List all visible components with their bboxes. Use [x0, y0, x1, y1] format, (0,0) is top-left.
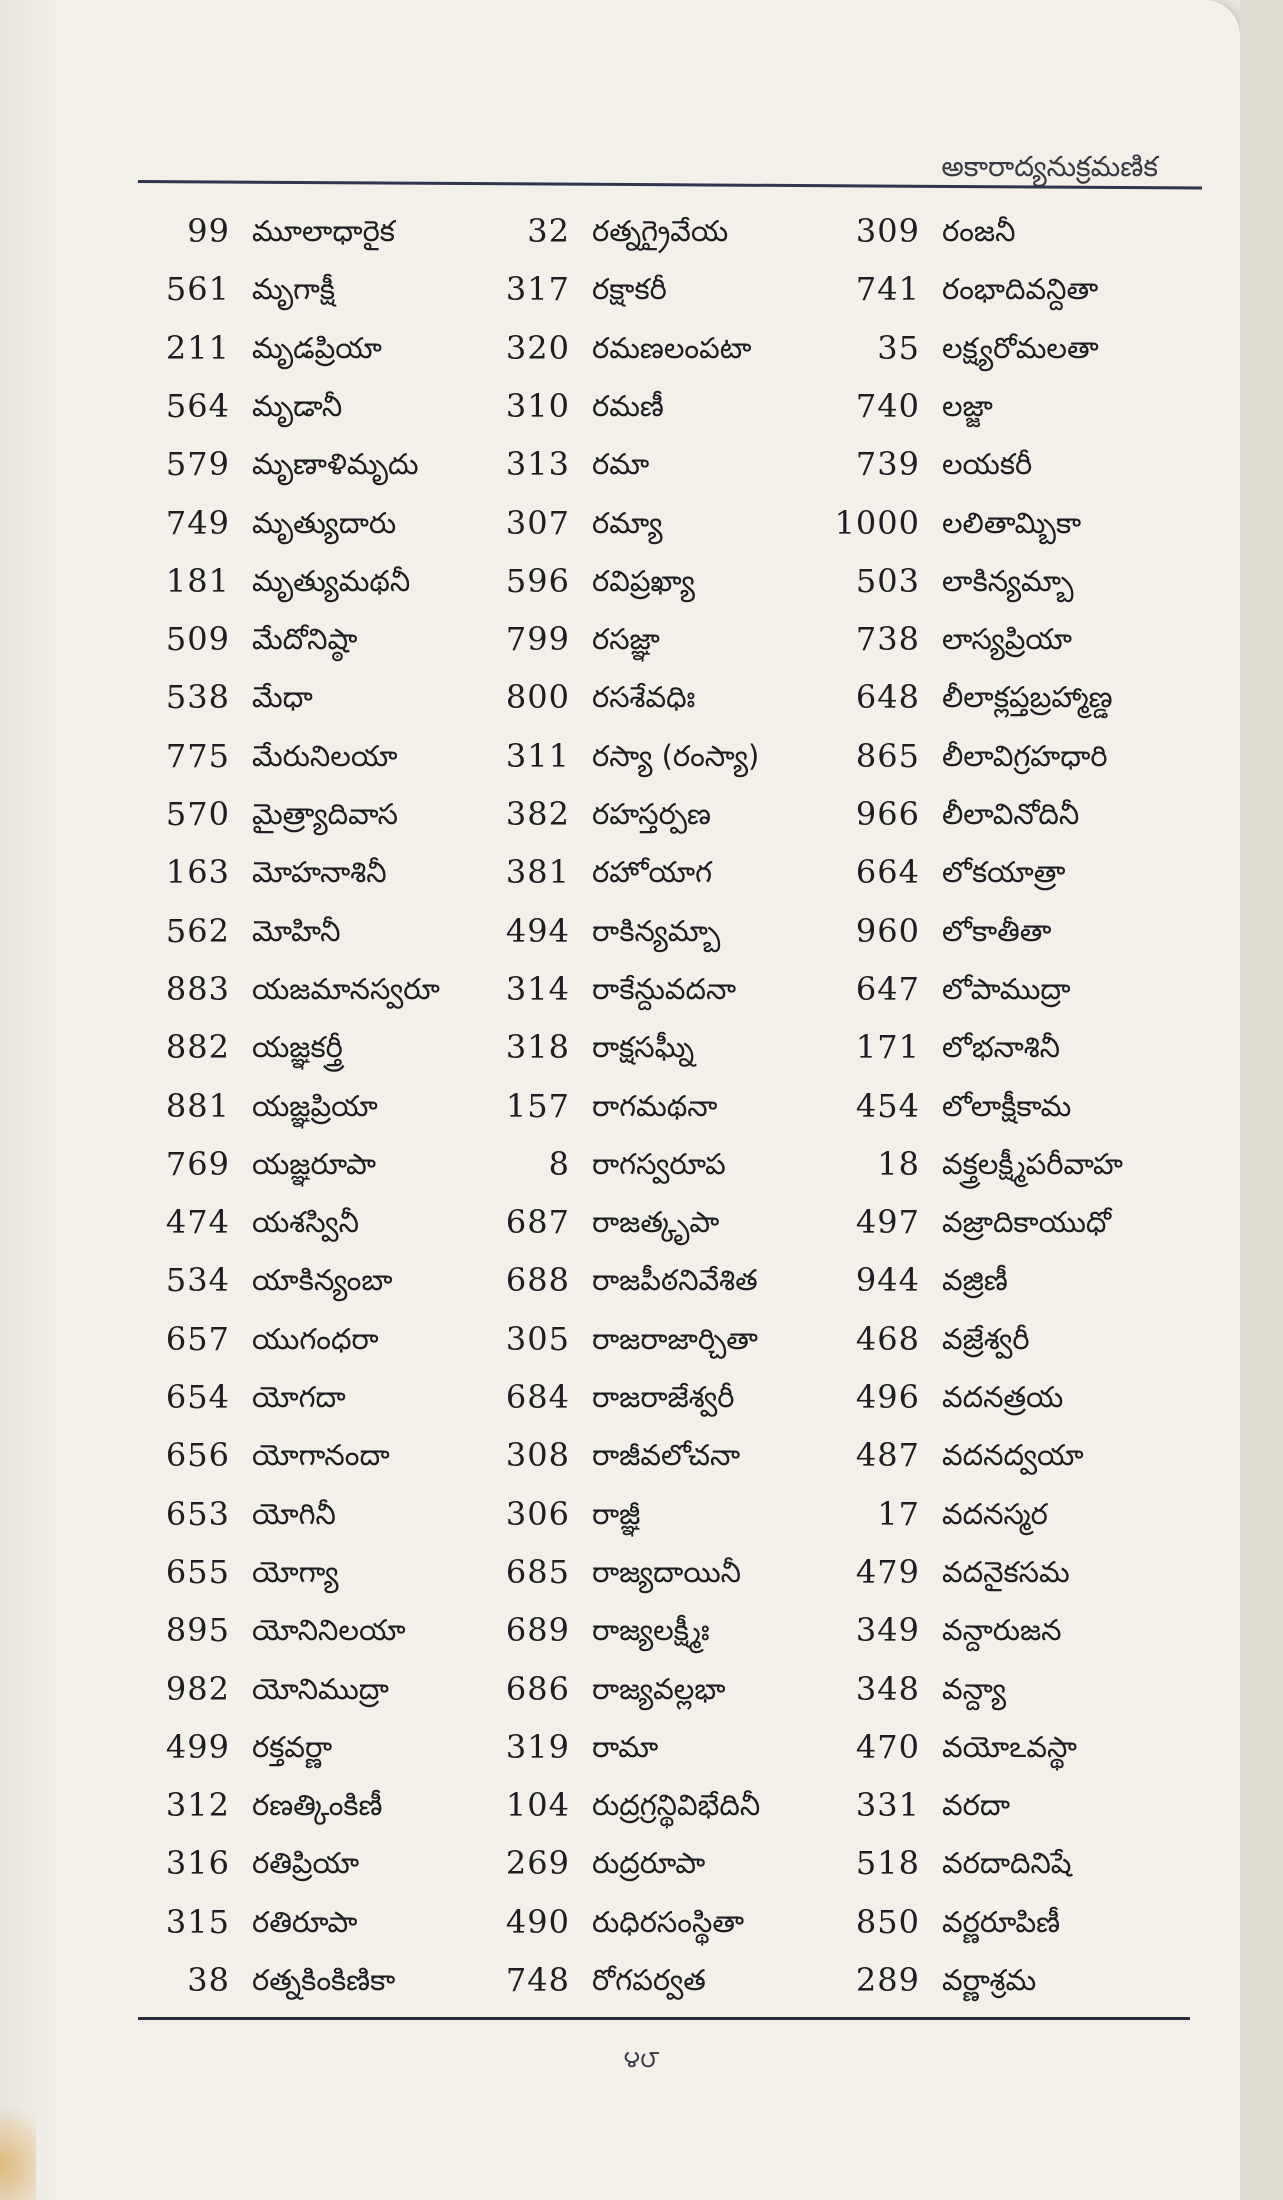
index-entry	[140, 1604, 510, 1656]
entry-name: రహస్తర్పణ	[592, 797, 711, 831]
entry-number: 289	[855, 1961, 920, 1999]
entry-number: 799	[505, 620, 570, 659]
index-entry	[480, 497, 850, 549]
entry-name: లోపాముద్రా	[942, 971, 1071, 1006]
entry-name: యుగంధరా	[252, 1321, 379, 1356]
index-entry	[830, 1429, 1200, 1481]
entry-name: రాజరాజార్చితా	[592, 1321, 758, 1356]
entry-name: యాకిన్యంబా	[252, 1263, 393, 1298]
entry-number: 850	[855, 1902, 920, 1941]
entry-name: రాక్షసఘ్నీ	[592, 1030, 695, 1065]
entry-number: 684	[505, 1378, 570, 1416]
entry-name: రంజనీ	[942, 214, 1016, 248]
entry-number: 487	[855, 1436, 920, 1475]
index-entry	[140, 671, 510, 723]
index-entry	[140, 497, 510, 549]
index-entry	[830, 730, 1200, 782]
index-entry	[140, 1954, 510, 2006]
index-entry	[480, 205, 850, 257]
index-entry	[140, 205, 510, 257]
entry-number: 8	[548, 1144, 570, 1183]
entry-name: రాజరాజేశ్వరీ	[592, 1380, 735, 1414]
entry-number: 331	[855, 1786, 920, 1825]
page-edge	[1240, 0, 1283, 2200]
entry-number: 882	[165, 1028, 230, 1067]
entry-number: 99	[187, 212, 230, 250]
index-entry	[830, 671, 1200, 723]
index-entry	[140, 1196, 510, 1248]
index-entry	[140, 730, 510, 782]
entry-number: 561	[165, 270, 230, 309]
index-entry	[830, 263, 1200, 315]
entry-name: రాజత్కృపా	[592, 1205, 720, 1240]
index-entry	[830, 322, 1200, 374]
entry-number: 944	[855, 1261, 920, 1300]
index-entry	[140, 1138, 510, 1190]
entry-number: 503	[855, 561, 920, 600]
entry-name: రాజ్యలక్ష్మీః	[592, 1613, 710, 1648]
index-entry	[140, 905, 510, 957]
index-entry	[830, 1604, 1200, 1656]
entry-name: వన్దారుజన	[942, 1613, 1062, 1648]
entry-name: లీలావిగ్రహధారి	[942, 738, 1108, 773]
entry-name: రాజ్ఞీ	[592, 1496, 641, 1531]
entry-number: 316	[165, 1844, 230, 1883]
entry-number: 664	[855, 853, 920, 892]
index-entry	[480, 671, 850, 723]
entry-number: 748	[505, 1961, 570, 1999]
entry-name: రుద్రరూపా	[592, 1846, 706, 1881]
entry-number: 171	[855, 1028, 920, 1067]
index-entry	[830, 1663, 1200, 1715]
entry-name: రాగమథనా	[592, 1088, 718, 1123]
entry-number: 315	[165, 1902, 230, 1941]
index-entry	[140, 1254, 510, 1306]
entry-number: 647	[855, 969, 920, 1008]
entry-number: 966	[855, 795, 920, 833]
entry-number: 470	[855, 1727, 920, 1766]
index-entry	[480, 1371, 850, 1423]
index-entry	[480, 1663, 850, 1715]
entry-name: రస్యా (రంస్యా)	[592, 738, 760, 773]
index-entry	[830, 1021, 1200, 1073]
index-entry	[140, 1837, 510, 1889]
index-entry	[140, 1080, 510, 1132]
entry-number: 982	[165, 1669, 230, 1708]
entry-name: రాజ్యదాయినీ	[592, 1554, 741, 1589]
entry-name: రుధిరసంస్థితా	[592, 1904, 745, 1939]
entry-number: 490	[505, 1902, 570, 1941]
index-entry	[480, 322, 850, 374]
entry-name: మృడానీ	[252, 388, 343, 423]
entry-name: లోలాక్షీకామ	[942, 1088, 1072, 1123]
entry-name: మేదోనిష్ఠా	[252, 622, 358, 657]
index-entry	[140, 555, 510, 607]
entry-number: 688	[505, 1261, 570, 1300]
entry-number: 509	[165, 620, 230, 659]
index-entry	[480, 905, 850, 957]
entry-name: రతిరూపా	[252, 1904, 358, 1939]
entry-number: 653	[165, 1494, 230, 1533]
entry-name: రతిప్రియా	[252, 1846, 360, 1881]
index-entry	[480, 1488, 850, 1540]
index-entry	[480, 1546, 850, 1598]
page-corner-highlight	[0, 2085, 36, 2200]
entry-number: 740	[855, 386, 920, 425]
entry-number: 181	[165, 561, 230, 600]
index-entry	[140, 263, 510, 315]
entry-name: రహోయాగ	[592, 855, 713, 890]
index-column-2	[480, 205, 840, 1999]
entry-number: 570	[165, 795, 230, 833]
entry-name: వన్ద్యా	[942, 1671, 1007, 1706]
entry-number: 749	[165, 503, 230, 542]
entry-number: 738	[855, 620, 920, 659]
entry-name: యోగ్యా	[252, 1554, 339, 1589]
index-entry	[830, 1371, 1200, 1423]
footer-rule	[138, 2017, 1190, 2020]
index-entry	[480, 1837, 850, 1889]
entry-name: వయోఽవస్థా	[942, 1729, 1077, 1764]
entry-name: వరదాదినిషే	[942, 1846, 1072, 1881]
entry-name: మృగాక్షీ	[252, 272, 335, 307]
index-entry	[480, 1604, 850, 1656]
entry-name: యోనిముద్రా	[252, 1671, 389, 1706]
running-header-title: అకారాద్యనుక్రమణిక	[941, 150, 1158, 183]
index-entry	[830, 380, 1200, 432]
index-entry	[480, 846, 850, 898]
entry-number: 313	[505, 445, 570, 484]
index-entry	[830, 1779, 1200, 1831]
index-entry	[480, 1080, 850, 1132]
index-entry	[140, 322, 510, 374]
entry-number: 655	[165, 1552, 230, 1591]
index-entry	[140, 788, 510, 840]
index-entry	[480, 1196, 850, 1248]
index-entry	[830, 846, 1200, 898]
entry-name: మృడప్రియా	[252, 330, 382, 365]
index-entry	[830, 1080, 1200, 1132]
index-entry	[140, 1371, 510, 1423]
entry-name: వదనస్మర	[942, 1496, 1048, 1531]
entry-number: 739	[855, 445, 920, 484]
index-column-1	[140, 205, 500, 1999]
entry-number: 320	[505, 328, 570, 367]
entry-name: రుద్రగ్రన్థివిభేదినీ	[592, 1788, 761, 1823]
entry-name: యోగదా	[252, 1380, 346, 1414]
index-entry	[830, 1896, 1200, 1948]
entry-name: రాజీవలోచనా	[592, 1438, 741, 1473]
entry-number: 895	[165, 1611, 230, 1650]
entry-number: 17	[877, 1494, 920, 1533]
entry-name: వజ్రేశ్వరీ	[942, 1321, 1030, 1356]
index-entry	[830, 438, 1200, 490]
entry-number: 314	[505, 969, 570, 1008]
entry-name: రమా	[592, 447, 650, 482]
entry-number: 865	[855, 736, 920, 775]
entry-number: 211	[165, 328, 230, 367]
entry-number: 769	[165, 1144, 230, 1183]
index-entry	[830, 1196, 1200, 1248]
entry-name: యజ్ఞప్రియా	[252, 1088, 378, 1123]
index-entry	[140, 1721, 510, 1773]
entry-name: లయకరీ	[942, 447, 1033, 482]
index-entry	[830, 1313, 1200, 1365]
entry-number: 468	[855, 1319, 920, 1358]
entry-number: 32	[527, 212, 570, 250]
entry-number: 685	[505, 1552, 570, 1591]
index-entry	[140, 963, 510, 1015]
entry-number: 157	[505, 1086, 570, 1125]
entry-number: 474	[165, 1203, 230, 1242]
index-entry	[480, 263, 850, 315]
index-entry	[830, 1488, 1200, 1540]
entry-name: రక్తవర్ణా	[252, 1729, 333, 1764]
index-entry	[480, 1313, 850, 1365]
entry-number: 883	[165, 969, 230, 1008]
index-entry	[830, 1721, 1200, 1773]
entry-number: 687	[505, 1203, 570, 1242]
entry-name: రాజ్యవల్లభా	[592, 1671, 726, 1706]
entry-name: రాకిన్యమ్బా	[592, 913, 721, 948]
index-entry	[830, 205, 1200, 257]
index-entry	[480, 1429, 850, 1481]
index-entry	[830, 1254, 1200, 1306]
entry-number: 305	[505, 1319, 570, 1358]
entry-name: లీలాక్లప్తబ్రహ్మాణ్డ	[942, 680, 1113, 715]
entry-name: మేరునిలయా	[252, 738, 398, 773]
entry-name: వర్ణరూపిణీ	[942, 1904, 1061, 1939]
index-entry	[480, 1779, 850, 1831]
entry-number: 564	[165, 386, 230, 425]
entry-name: రాజపీఠనివేశిత	[592, 1263, 758, 1298]
entry-number: 311	[505, 736, 570, 775]
entry-name: వదనద్వయా	[942, 1438, 1084, 1473]
entry-number: 534	[165, 1261, 230, 1300]
index-entry	[480, 380, 850, 432]
entry-number: 689	[505, 1611, 570, 1650]
index-entry	[140, 1488, 510, 1540]
index-entry	[140, 1313, 510, 1365]
entry-name: రోగపర్వత	[592, 1963, 706, 1997]
index-entry	[480, 730, 850, 782]
entry-number: 881	[165, 1086, 230, 1125]
entry-number: 686	[505, 1669, 570, 1708]
entry-name: వజ్రిణీ	[942, 1263, 1008, 1298]
index-entry	[140, 1429, 510, 1481]
entry-name: లోకాతీతా	[942, 913, 1052, 948]
entry-number: 38	[187, 1961, 230, 1999]
index-entry	[830, 1546, 1200, 1598]
entry-name: వర్ణాశ్రమ	[942, 1963, 1037, 1997]
entry-number: 1000	[834, 503, 920, 542]
index-entry	[480, 1138, 850, 1190]
entry-name: వజ్రాదికాయుధో	[942, 1205, 1112, 1240]
index-entry	[140, 438, 510, 490]
entry-name: లాకిన్యమ్బా	[942, 563, 1074, 598]
entry-name: మైత్ర్యాదివాస	[252, 797, 398, 831]
entry-name: వదనైకసమ	[942, 1554, 1070, 1589]
entry-number: 382	[505, 795, 570, 833]
entry-name: మేధా	[252, 680, 313, 715]
index-entry	[140, 613, 510, 665]
entry-name: రత్నకింకిణికా	[252, 1963, 396, 1997]
index-entry	[830, 1138, 1200, 1190]
index-entry	[140, 1896, 510, 1948]
index-column-3	[830, 205, 1190, 1999]
index-entry	[830, 905, 1200, 957]
entry-name: యోనినిలయా	[252, 1613, 406, 1648]
entry-name: రవిప్రఖ్యా	[592, 563, 695, 598]
entry-name: యోగానందా	[252, 1438, 390, 1473]
entry-name: రాకేన్దువదనా	[592, 971, 737, 1006]
entry-name: మృత్యుదారు	[252, 505, 397, 540]
entry-name: లోభనాశినీ	[942, 1030, 1061, 1065]
entry-name: మృణాళిమృదు	[252, 447, 419, 482]
entry-name: యజ్ఞకర్త్రీ	[252, 1030, 343, 1065]
entry-number: 319	[505, 1727, 570, 1766]
index-entry	[480, 555, 850, 607]
entry-name: రణత్కింకిణీ	[252, 1788, 383, 1823]
entry-number: 538	[165, 678, 230, 717]
entry-number: 318	[505, 1028, 570, 1067]
index-entry	[480, 613, 850, 665]
index-entry	[480, 1254, 850, 1306]
index-entry	[830, 788, 1200, 840]
entry-name: వదనత్రయ	[942, 1380, 1064, 1414]
entry-number: 348	[855, 1669, 920, 1708]
index-entry	[480, 438, 850, 490]
index-entry	[480, 788, 850, 840]
entry-name: లజ్జా	[942, 388, 993, 423]
entry-number: 596	[505, 561, 570, 600]
entry-name: యశస్వినీ	[252, 1205, 359, 1240]
entry-number: 312	[165, 1786, 230, 1825]
entry-number: 656	[165, 1436, 230, 1475]
entry-name: రమణీ	[592, 388, 664, 423]
entry-number: 648	[855, 678, 920, 717]
entry-name: రసశేవధిః	[592, 680, 696, 715]
entry-name: వరదా	[942, 1788, 1010, 1823]
entry-name: రంభాదివన్దితా	[942, 272, 1099, 307]
entry-number: 35	[877, 328, 920, 367]
entry-name: మోహనాశినీ	[252, 855, 387, 890]
entry-number: 163	[165, 853, 230, 892]
index-entry	[140, 380, 510, 432]
entry-number: 741	[855, 270, 920, 309]
entry-number: 309	[855, 212, 920, 250]
entry-number: 654	[165, 1378, 230, 1416]
entry-number: 775	[165, 736, 230, 775]
index-entry	[830, 555, 1200, 607]
entry-name: రామా	[592, 1729, 659, 1764]
entry-number: 317	[505, 270, 570, 309]
entry-name: వక్త్రలక్ష్మీపరీవాహ	[942, 1146, 1123, 1181]
entry-number: 269	[505, 1844, 570, 1883]
entry-number: 497	[855, 1203, 920, 1242]
entry-number: 499	[165, 1727, 230, 1766]
entry-name: యోగినీ	[252, 1496, 336, 1531]
entry-number: 307	[505, 503, 570, 542]
entry-number: 496	[855, 1378, 920, 1416]
entry-name: రత్నగ్రైవేయ	[592, 214, 729, 248]
index-entry	[830, 1954, 1200, 2006]
index-entry	[480, 963, 850, 1015]
index-entry	[140, 1546, 510, 1598]
index-entry	[830, 497, 1200, 549]
entry-name: మృత్యుమథనీ	[252, 563, 411, 598]
entry-name: మోహినీ	[252, 913, 341, 948]
index-entry	[480, 1021, 850, 1073]
index-entry	[480, 1896, 850, 1948]
entry-number: 454	[855, 1086, 920, 1125]
index-entry	[830, 963, 1200, 1015]
page-number: ౪౮	[623, 2045, 660, 2073]
index-entry	[140, 1021, 510, 1073]
entry-name: రక్షాకరీ	[592, 272, 667, 307]
index-entry	[830, 1837, 1200, 1889]
entry-name: రమణలంపటా	[592, 330, 752, 365]
index-entry	[140, 1663, 510, 1715]
entry-number: 657	[165, 1319, 230, 1358]
entry-name: రసజ్ఞా	[592, 622, 660, 657]
entry-number: 306	[505, 1494, 570, 1533]
entry-name: లోకయాత్రా	[942, 855, 1066, 890]
index-entry	[830, 613, 1200, 665]
entry-name: యజ్ఞరూపా	[252, 1146, 377, 1181]
index-entry	[140, 846, 510, 898]
entry-number: 494	[505, 911, 570, 950]
entry-name: రమ్యా	[592, 505, 663, 540]
entry-number: 381	[505, 853, 570, 892]
entry-number: 479	[855, 1552, 920, 1591]
entry-number: 562	[165, 911, 230, 950]
index-entry	[480, 1954, 850, 2006]
entry-number: 579	[165, 445, 230, 484]
entry-name: లక్ష్యరోమలతా	[942, 330, 1099, 365]
entry-name: లలితామ్బికా	[942, 505, 1082, 540]
page-gutter-shadow	[0, 0, 60, 2200]
entry-name: లాస్యప్రియా	[942, 622, 1073, 657]
index-entry	[140, 1779, 510, 1831]
entry-name: రాగస్వరూప	[592, 1146, 726, 1181]
entry-name: లీలావినోదినీ	[942, 797, 1080, 831]
entry-number: 104	[505, 1786, 570, 1825]
index-entry	[480, 1721, 850, 1773]
entry-number: 310	[505, 386, 570, 425]
entry-number: 349	[855, 1611, 920, 1650]
entry-number: 308	[505, 1436, 570, 1475]
entry-name: మూలాధారైక	[252, 214, 395, 248]
entry-number: 960	[855, 911, 920, 950]
entry-number: 800	[505, 678, 570, 717]
entry-name: యజమానస్వరూ	[252, 971, 440, 1006]
entry-number: 518	[855, 1844, 920, 1883]
entry-number: 18	[877, 1144, 920, 1183]
index-table	[140, 205, 1200, 1999]
